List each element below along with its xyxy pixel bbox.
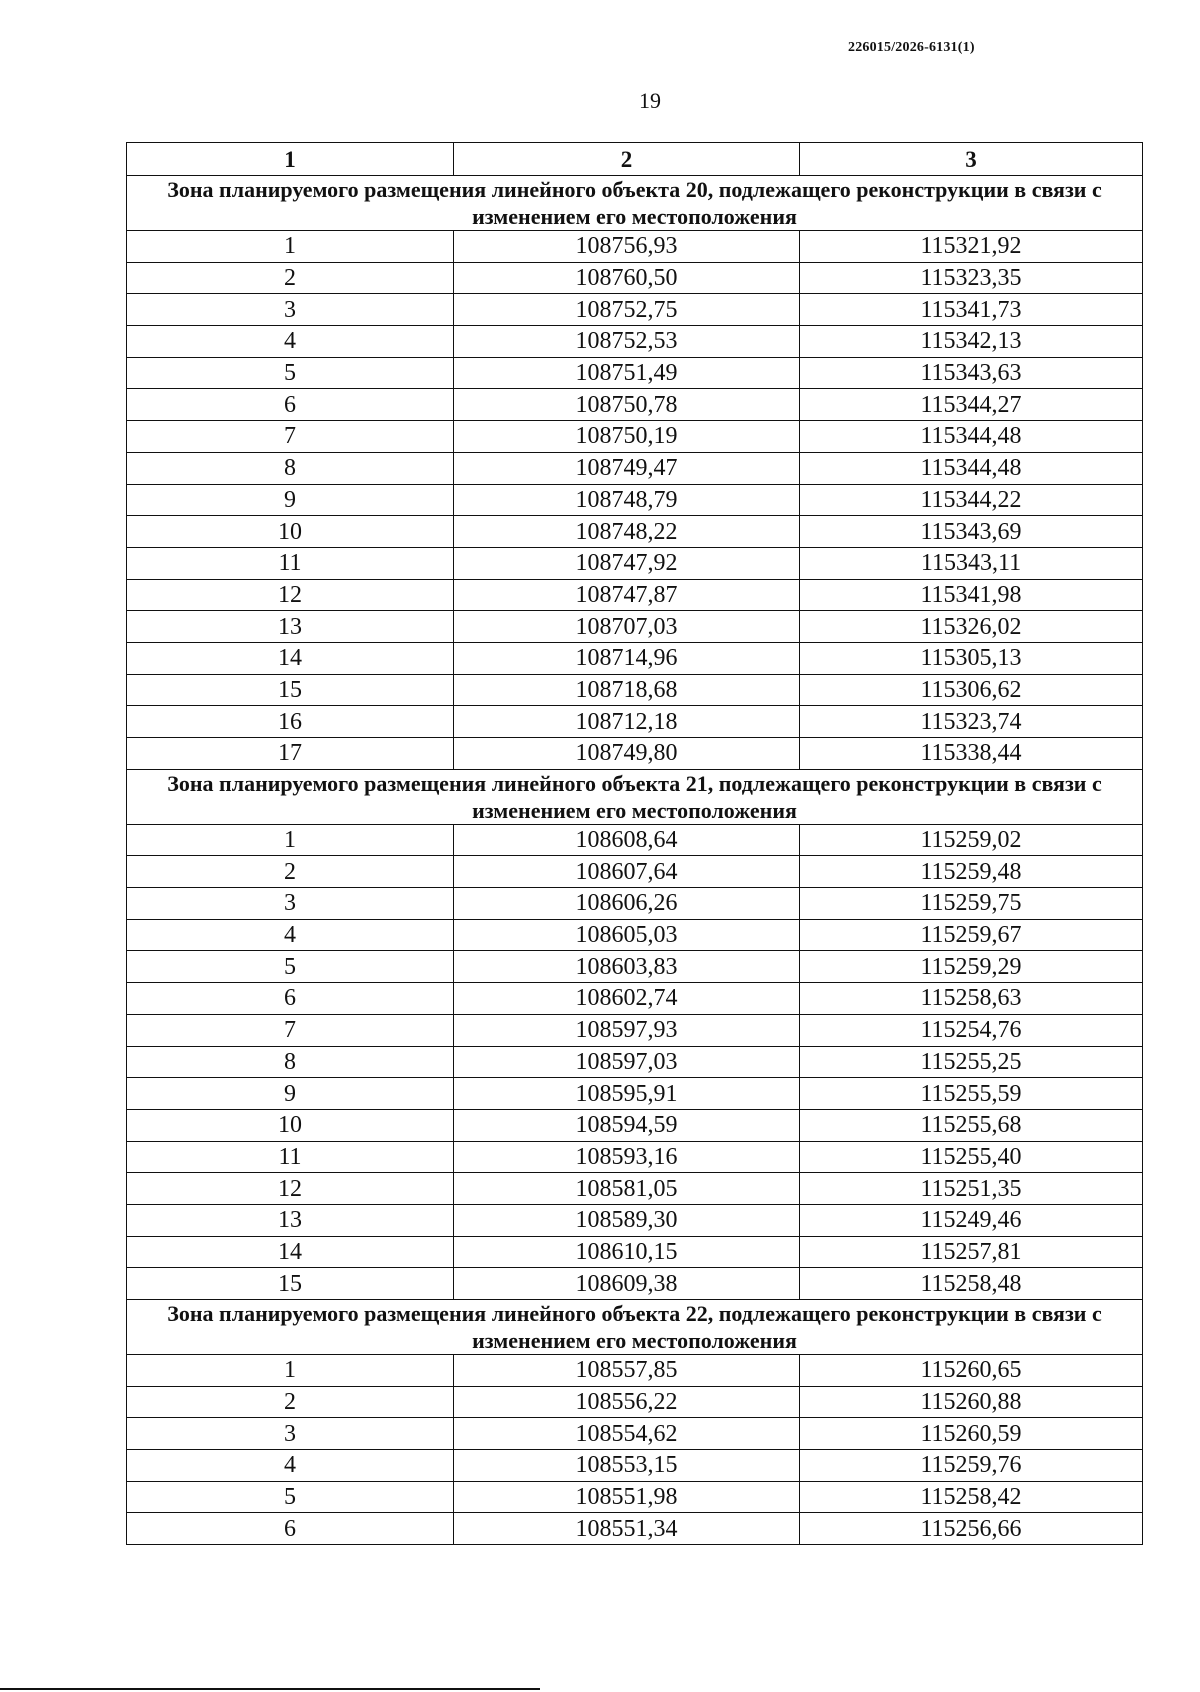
point-number-cell: 4	[127, 326, 454, 358]
point-number-cell: 5	[127, 357, 454, 389]
table-row	[127, 738, 1143, 770]
x-coordinate-cell: 108554,62	[454, 1418, 800, 1450]
table-row	[127, 1450, 1143, 1482]
point-number-cell: 16	[127, 706, 454, 738]
point-number-cell: 5	[127, 1481, 454, 1513]
y-coordinate-cell: 115344,22	[800, 484, 1143, 516]
y-coordinate-cell: 115323,35	[800, 262, 1143, 294]
table-row	[127, 642, 1143, 674]
y-coordinate-cell: 115259,75	[800, 888, 1143, 920]
y-coordinate-cell: 115249,46	[800, 1204, 1143, 1236]
table-row	[127, 579, 1143, 611]
y-coordinate-cell: 115260,88	[800, 1386, 1143, 1418]
y-coordinate-cell: 115344,48	[800, 421, 1143, 453]
table-row	[127, 983, 1143, 1015]
table-row	[127, 611, 1143, 643]
point-number-cell: 1	[127, 824, 454, 856]
point-number-cell: 4	[127, 1450, 454, 1482]
x-coordinate-cell: 108751,49	[454, 357, 800, 389]
point-number-cell: 13	[127, 1204, 454, 1236]
point-number-cell: 17	[127, 738, 454, 770]
x-coordinate-cell: 108597,03	[454, 1046, 800, 1078]
table-row	[127, 357, 1143, 389]
table-row	[127, 888, 1143, 920]
point-number-cell: 15	[127, 1268, 454, 1300]
point-number-cell: 7	[127, 421, 454, 453]
x-coordinate-cell: 108747,92	[454, 547, 800, 579]
x-coordinate-cell: 108752,53	[454, 326, 800, 358]
y-coordinate-cell: 115321,92	[800, 231, 1143, 263]
table-row	[127, 1513, 1143, 1545]
y-coordinate-cell: 115258,42	[800, 1481, 1143, 1513]
x-coordinate-cell: 108589,30	[454, 1204, 800, 1236]
x-coordinate-cell: 108551,34	[454, 1513, 800, 1545]
x-coordinate-cell: 108748,79	[454, 484, 800, 516]
table-header-row	[127, 143, 1143, 176]
point-number-cell: 14	[127, 642, 454, 674]
x-coordinate-cell: 108594,59	[454, 1109, 800, 1141]
point-number-cell: 8	[127, 452, 454, 484]
point-number-cell: 6	[127, 983, 454, 1015]
point-number-cell: 9	[127, 1078, 454, 1110]
y-coordinate-cell: 115341,98	[800, 579, 1143, 611]
x-coordinate-cell: 108712,18	[454, 706, 800, 738]
y-coordinate-cell: 115306,62	[800, 674, 1143, 706]
x-coordinate-cell: 108581,05	[454, 1173, 800, 1205]
y-coordinate-cell: 115343,69	[800, 516, 1143, 548]
point-number-cell: 4	[127, 919, 454, 951]
x-coordinate-cell: 108749,80	[454, 738, 800, 770]
y-coordinate-cell: 115259,76	[800, 1450, 1143, 1482]
document-number: 226015/2026-6131(1)	[848, 40, 975, 55]
y-coordinate-cell: 115257,81	[800, 1236, 1143, 1268]
table-row	[127, 674, 1143, 706]
point-number-cell: 10	[127, 516, 454, 548]
y-coordinate-cell: 115344,48	[800, 452, 1143, 484]
table-row	[127, 231, 1143, 263]
point-number-cell: 9	[127, 484, 454, 516]
x-coordinate-cell: 108750,78	[454, 389, 800, 421]
table-row	[127, 706, 1143, 738]
x-coordinate-cell: 108707,03	[454, 611, 800, 643]
point-number-cell: 11	[127, 1141, 454, 1173]
table-row	[127, 389, 1143, 421]
y-coordinate-cell: 115255,40	[800, 1141, 1143, 1173]
bottom-rule	[0, 1688, 540, 1690]
y-coordinate-cell: 115323,74	[800, 706, 1143, 738]
section-row	[127, 769, 1143, 824]
x-coordinate-cell: 108760,50	[454, 262, 800, 294]
x-coordinate-cell: 108756,93	[454, 231, 800, 263]
point-number-cell: 2	[127, 1386, 454, 1418]
table-row	[127, 1481, 1143, 1513]
y-coordinate-cell: 115251,35	[800, 1173, 1143, 1205]
table-row	[127, 1418, 1143, 1450]
x-coordinate-cell: 108556,22	[454, 1386, 800, 1418]
table-row	[127, 1078, 1143, 1110]
y-coordinate-cell: 115260,59	[800, 1418, 1143, 1450]
page-number: 19	[639, 88, 661, 113]
table-row	[127, 326, 1143, 358]
section-title: Зона планируемого размещения линейного объекта 22, подлежащего реконструкции в связи с изменением его местоположения	[127, 1300, 1143, 1355]
point-number-cell: 2	[127, 262, 454, 294]
point-number-cell: 14	[127, 1236, 454, 1268]
y-coordinate-cell: 115255,25	[800, 1046, 1143, 1078]
point-number-cell: 12	[127, 579, 454, 611]
table-row	[127, 1109, 1143, 1141]
x-coordinate-cell: 108714,96	[454, 642, 800, 674]
point-number-cell: 3	[127, 294, 454, 326]
section-title: Зона планируемого размещения линейного объекта 21, подлежащего реконструкции в связи с изменением его местоположения	[127, 769, 1143, 824]
x-coordinate-cell: 108593,16	[454, 1141, 800, 1173]
table-row	[127, 1268, 1143, 1300]
x-coordinate-cell: 108597,93	[454, 1014, 800, 1046]
point-number-cell: 11	[127, 547, 454, 579]
table-row	[127, 1014, 1143, 1046]
y-coordinate-cell: 115254,76	[800, 1014, 1143, 1046]
x-coordinate-cell: 108557,85	[454, 1355, 800, 1387]
point-number-cell: 1	[127, 1355, 454, 1387]
y-coordinate-cell: 115326,02	[800, 611, 1143, 643]
point-number-cell: 6	[127, 1513, 454, 1545]
x-coordinate-cell: 108605,03	[454, 919, 800, 951]
x-coordinate-cell: 108595,91	[454, 1078, 800, 1110]
y-coordinate-cell: 115343,11	[800, 547, 1143, 579]
x-coordinate-cell: 108553,15	[454, 1450, 800, 1482]
y-coordinate-cell: 115255,68	[800, 1109, 1143, 1141]
y-coordinate-cell: 115259,29	[800, 951, 1143, 983]
table-row	[127, 516, 1143, 548]
table-row	[127, 1173, 1143, 1205]
point-number-cell: 3	[127, 888, 454, 920]
table-row	[127, 547, 1143, 579]
table-row	[127, 484, 1143, 516]
coordinates-table	[126, 142, 1143, 1545]
table-row	[127, 262, 1143, 294]
table-row	[127, 856, 1143, 888]
x-coordinate-cell: 108607,64	[454, 856, 800, 888]
section-row	[127, 1300, 1143, 1355]
y-coordinate-cell: 115259,67	[800, 919, 1143, 951]
table-row	[127, 824, 1143, 856]
y-coordinate-cell: 115260,65	[800, 1355, 1143, 1387]
x-coordinate-cell: 108608,64	[454, 824, 800, 856]
point-number-cell: 15	[127, 674, 454, 706]
x-coordinate-cell: 108551,98	[454, 1481, 800, 1513]
section-title: Зона планируемого размещения линейного объекта 20, подлежащего реконструкции в связи с изменением его местоположения	[127, 176, 1143, 231]
point-number-cell: 8	[127, 1046, 454, 1078]
point-number-cell: 13	[127, 611, 454, 643]
column-header-3: 3	[800, 143, 1143, 176]
table-row	[127, 1386, 1143, 1418]
x-coordinate-cell: 108602,74	[454, 983, 800, 1015]
x-coordinate-cell: 108606,26	[454, 888, 800, 920]
y-coordinate-cell: 115338,44	[800, 738, 1143, 770]
x-coordinate-cell: 108718,68	[454, 674, 800, 706]
table-row	[127, 1236, 1143, 1268]
x-coordinate-cell: 108750,19	[454, 421, 800, 453]
point-number-cell: 6	[127, 389, 454, 421]
y-coordinate-cell: 115341,73	[800, 294, 1143, 326]
x-coordinate-cell: 108747,87	[454, 579, 800, 611]
y-coordinate-cell: 115258,63	[800, 983, 1143, 1015]
point-number-cell: 2	[127, 856, 454, 888]
point-number-cell: 1	[127, 231, 454, 263]
y-coordinate-cell: 115256,66	[800, 1513, 1143, 1545]
table-row	[127, 951, 1143, 983]
y-coordinate-cell: 115259,48	[800, 856, 1143, 888]
table-row	[127, 294, 1143, 326]
table-row	[127, 1355, 1143, 1387]
x-coordinate-cell: 108749,47	[454, 452, 800, 484]
point-number-cell: 10	[127, 1109, 454, 1141]
y-coordinate-cell: 115343,63	[800, 357, 1143, 389]
table-row	[127, 1204, 1143, 1236]
y-coordinate-cell: 115258,48	[800, 1268, 1143, 1300]
x-coordinate-cell: 108752,75	[454, 294, 800, 326]
point-number-cell: 3	[127, 1418, 454, 1450]
y-coordinate-cell: 115255,59	[800, 1078, 1143, 1110]
point-number-cell: 5	[127, 951, 454, 983]
column-header-1: 1	[127, 143, 454, 176]
table-row	[127, 919, 1143, 951]
table-row	[127, 1141, 1143, 1173]
point-number-cell: 12	[127, 1173, 454, 1205]
y-coordinate-cell: 115259,02	[800, 824, 1143, 856]
x-coordinate-cell: 108603,83	[454, 951, 800, 983]
x-coordinate-cell: 108748,22	[454, 516, 800, 548]
y-coordinate-cell: 115344,27	[800, 389, 1143, 421]
point-number-cell: 7	[127, 1014, 454, 1046]
table-row	[127, 1046, 1143, 1078]
x-coordinate-cell: 108610,15	[454, 1236, 800, 1268]
column-header-2: 2	[454, 143, 800, 176]
table-row	[127, 421, 1143, 453]
y-coordinate-cell: 115305,13	[800, 642, 1143, 674]
table-row	[127, 452, 1143, 484]
table-body	[127, 143, 1143, 1545]
y-coordinate-cell: 115342,13	[800, 326, 1143, 358]
section-row	[127, 176, 1143, 231]
x-coordinate-cell: 108609,38	[454, 1268, 800, 1300]
